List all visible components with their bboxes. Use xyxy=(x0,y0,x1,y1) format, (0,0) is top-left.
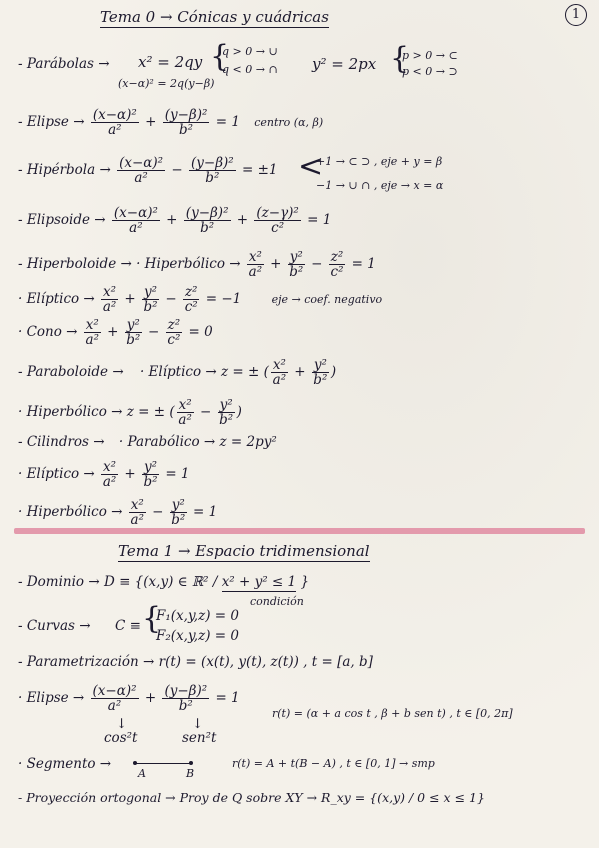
segmento-label: · Segmento → xyxy=(18,756,112,772)
dominio-condition: x² + y² ≤ 1 xyxy=(221,574,297,590)
hiperbolico2-row: · Hiperbólico → $\frac{\text{x²}}{\text{a²}}$ − $\frac{\text{y²}}{\text{b²}}$ = 1 xyxy=(18,497,218,528)
parabolas-eq2: y² = 2px xyxy=(312,55,377,73)
t1-elipse-result: r(t) = (α + a cos t , β + b sen t) , t ∈ [0, 2π] xyxy=(272,707,513,720)
cono-row: · Cono → $\frac{\text{x²}}{\text{a²}}$ + $\frac{\text{y²}}{\text{b²}}$ − $\frac{\text{z²}}{\text{c²}}$ = 0 xyxy=(18,317,213,348)
curvas-f1: F₁(x,y,z) = 0 xyxy=(156,608,239,624)
hiperbola-row: - Hipérbola → $\frac{\text{(x−α)²}}{\text{a²}}$ − $\frac{\text{(y−β)²}}{\text{b²}}$ = ±1 xyxy=(18,155,278,186)
t1-elipse-label: · Elipse → xyxy=(18,690,85,706)
segmento-b: B xyxy=(186,767,195,780)
curvas-lhs: C ≡ xyxy=(115,618,141,634)
eliptico1-label: · Elíptico → xyxy=(18,291,95,307)
eliptico2-row: · Elíptico → $\frac{\text{x²}}{\text{a²}}$ + $\frac{\text{y²}}{\text{b²}}$ = 1 xyxy=(18,459,190,490)
elipse-frac-x: $\frac{\text{(x−α)²}}{\text{a²}}$ xyxy=(92,107,137,138)
hiperbola-case2: −1 → ∪ ∩ , eje → x = α xyxy=(316,179,444,192)
dominio-row: - Dominio → D ≡ {(x,y) ∈ ℝ² / x² + y² ≤ 1 } xyxy=(18,574,310,590)
segmento-eq: r(t) = A + t(B − A) , t ∈ [0, 1] → smp xyxy=(232,757,435,770)
t1-elipse-arrow1: ↓ xyxy=(116,716,128,732)
hiperbolico-row: · Hiperbólico → z = ± ( $\frac{\text{x²}}{\text{a²}}$ − $\frac{\text{y²}}{\text{b²}}$ ) xyxy=(18,397,242,428)
t1-elipse-arrow2: ↓ xyxy=(192,716,204,732)
parabolas-case4: p < 0 → ⊃ xyxy=(402,65,458,78)
hiperboloide-row: - Hiperboloide → · Hiperbólico → $\frac{\text{x²}}{\text{a²}}$ + $\frac{\text{y²}}{\text{b²}}$ − $\frac{\text{z²}}{\text{c²}}$ = 1 xyxy=(18,249,376,280)
parabolas-brace-2: { xyxy=(390,41,410,76)
cilindros-label: - Cilindros → xyxy=(18,434,105,450)
elipse-row: - Elipse → $\frac{\text{(x−α)²}}{\text{a²}}$ + $\frac{\text{(y−β)²}}{\text{b²}}$ = 1 centro (α, β) xyxy=(18,107,324,138)
elipse-frac-y: $\frac{\text{(y−β)²}}{\text{b²}}$ xyxy=(164,107,208,138)
cono-label: · Cono → xyxy=(18,324,78,340)
segmento-point-b xyxy=(189,761,193,765)
elipsoide-row: - Elipsoide → $\frac{\text{(x−α)²}}{\text{a²}}$ + $\frac{\text{(y−β)²}}{\text{b²}}$ + $\frac{\text{(z−γ)²}}{\text{c²}}$ = 1 xyxy=(18,205,332,236)
curvas-label: - Curvas → xyxy=(18,618,91,634)
proyeccion-row: - Proyección ortogonal → Proy de Q sobre XY → R_xy = {(x,y) / 0 ≤ x ≤ 1} xyxy=(18,790,485,805)
parabolas-case2: q < 0 → ∩ xyxy=(222,63,278,76)
eliptico1-row: · Elíptico → $\frac{\text{x²}}{\text{a²}}$ + $\frac{\text{y²}}{\text{b²}}$ − $\frac{\text{z²}}{\text{c²}}$ = −1 eje → coef. negativo xyxy=(18,284,383,315)
elipse-label: - Elipse → xyxy=(18,114,85,130)
hiperbola-case1: +1 → ⊂ ⊃ , eje + y = β xyxy=(316,155,443,168)
tema1-title: Tema 1 → Espacio tridimensional xyxy=(118,542,370,560)
curvas-brace: { xyxy=(142,601,162,636)
page-number: 1 xyxy=(565,4,587,26)
elipse-note: centro (α, β) xyxy=(254,116,324,129)
eliptico2-label: · Elíptico → xyxy=(18,466,95,482)
t1-elipse-row: · Elipse → $\frac{\text{(x−α)²}}{\text{a²}}$ + $\frac{\text{(y−β)²}}{\text{b²}}$ = 1 xyxy=(18,683,240,714)
t1-elipse-cos: cos²t xyxy=(104,730,138,746)
dominio-label: - Dominio → xyxy=(18,574,100,590)
proyeccion-label: - Proyección ortogonal → xyxy=(18,790,176,805)
parabolas-case1: q > 0 → ∪ xyxy=(222,45,278,58)
segmento-a: A xyxy=(138,767,146,780)
paraboloide-row: - Paraboloide → · Elíptico → z = ± ( $\frac{\text{x²}}{\text{a²}}$ + $\frac{\text{y²}}{\text{b²}}$ ) xyxy=(18,357,337,388)
hiperboloide-label: - Hiperboloide → xyxy=(18,256,132,272)
elipsoide-label: - Elipsoide → xyxy=(18,212,106,228)
segmento-line xyxy=(134,763,192,764)
dominio-note: condición xyxy=(250,595,304,608)
parabolas-brace-1: { xyxy=(210,39,230,74)
hiperbolico2-label: · Hiperbólico → xyxy=(18,504,123,520)
parabolas-case3: p > 0 → ⊂ xyxy=(402,49,458,62)
curvas-f2: F₂(x,y,z) = 0 xyxy=(156,628,239,644)
parabolas-eq-shift: (x−α)² = 2q(y−β) xyxy=(118,77,215,90)
t1-elipse-sen: sen²t xyxy=(182,730,217,746)
parabolas-label: - Parábolas → xyxy=(18,56,110,72)
section-divider xyxy=(14,528,585,534)
hiperbolico-label: · Hiperbólico → z = ± xyxy=(18,404,166,420)
hiperbola-brace: < xyxy=(298,149,324,184)
segmento-point-a xyxy=(133,761,137,765)
paraboloide-label: - Paraboloide → xyxy=(18,364,124,380)
cilindros-row: - Cilindros → · Parabólico → z = 2py² xyxy=(18,434,277,450)
param-row: - Parametrización → r(t) = (x(t), y(t), z(t)) , t = [a, b] xyxy=(18,654,373,670)
param-label: - Parametrización → xyxy=(18,654,155,670)
tema0-title: Tema 0 → Cónicas y cuádricas xyxy=(100,8,329,26)
hiperbola-label: - Hipérbola → xyxy=(18,162,111,178)
eliptico1-note: eje → coef. negativo xyxy=(271,293,383,306)
parabolas-eq1: x² = 2qy xyxy=(138,53,203,71)
